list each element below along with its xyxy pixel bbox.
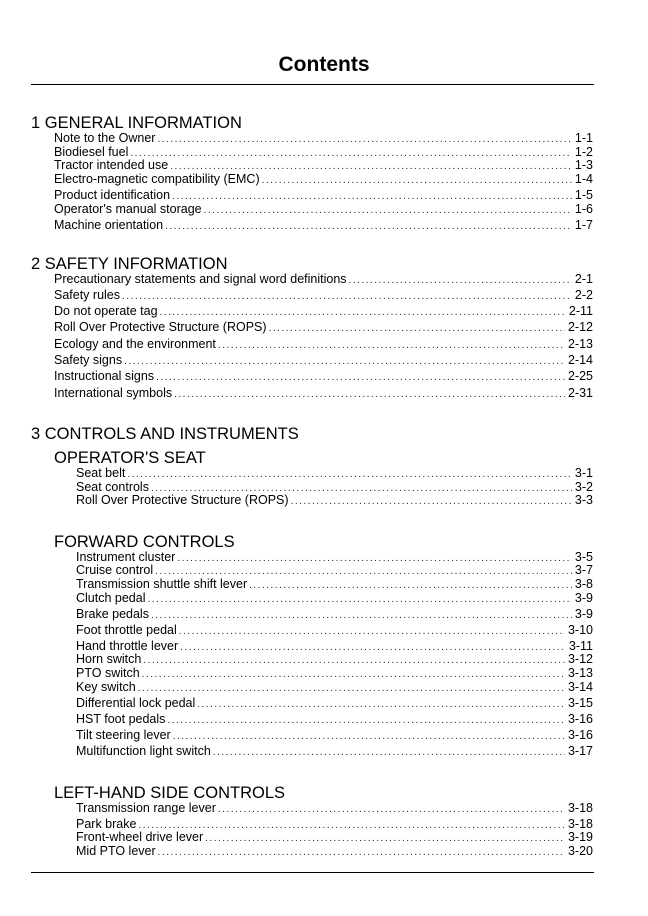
toc-entry-label: Seat belt [76,466,126,480]
section-heading-general-information: 1 GENERAL INFORMATION [31,114,242,132]
toc-entry-page: 3-19 [567,830,593,844]
toc-entry[interactable] [76,591,593,607]
toc-entry-label: Roll Over Protective Structure (ROPS) [76,493,289,507]
toc-entry-page: 3-3 [574,493,593,507]
toc-entry-page: 1-4 [574,172,593,186]
dot-leader [160,305,566,320]
toc-entry[interactable] [54,172,593,188]
toc-entry-page: 2-14 [567,353,593,367]
toc-entry-label: Seat controls [76,480,149,494]
toc-entry-page: 3-17 [567,744,593,758]
toc-entry[interactable] [76,680,593,696]
toc-entry-label: Instrument cluster [76,550,176,564]
toc-entry-page: 3-1 [574,466,593,480]
toc-entry-label: Clutch pedal [76,591,146,605]
dot-leader [262,173,572,188]
toc-entry-label: Transmission range lever [76,801,216,815]
toc-entry-label: Do not operate tag [54,304,158,318]
toc-entry-page: 2-11 [568,304,593,318]
dot-leader [349,273,572,288]
toc-entry-page: 3-16 [567,728,593,742]
dot-leader [174,387,565,402]
toc-entry-label: Product identification [54,188,171,202]
toc-entry-page: 3-13 [567,666,593,680]
section-heading-controls-and-instruments: 3 CONTROLS AND INSTRUMENTS [31,425,299,443]
toc-entry[interactable] [76,607,593,623]
toc-entry-label: Roll Over Protective Structure (ROPS) [54,320,267,334]
dot-leader [291,494,572,509]
toc-entry[interactable] [76,712,593,728]
toc-entry-page: 1-5 [574,188,593,202]
toc-entry-page: 2-2 [574,288,593,302]
dot-leader [173,729,565,744]
toc-entry[interactable] [76,744,593,760]
toc-entry-page: 3-2 [574,480,593,494]
toc-entry-page: 1-1 [574,131,593,145]
dot-leader [151,608,572,623]
toc-entry-label: Note to the Owner [54,131,156,145]
toc-entry-label: Ecology and the environment [54,337,216,351]
toc-entry-page: 1-6 [574,202,593,216]
dot-leader [197,697,565,712]
toc-entry-label: Safety signs [54,353,123,367]
toc-entry[interactable] [54,386,593,402]
toc-entry-label: Tilt steering lever [76,728,171,742]
toc-entry-page: 1-2 [574,145,593,159]
subsection-heading-operators-seat: OPERATOR'S SEAT [54,449,206,467]
toc-entry-page: 3-12 [567,652,593,666]
toc-entry[interactable] [76,728,593,744]
dot-leader [165,219,572,234]
toc-entry-page: 2-13 [567,337,593,351]
toc-entry-label: Transmission shuttle shift lever [76,577,248,591]
top-divider [31,84,594,85]
toc-entry-label: Multifunction light switch [76,744,211,758]
toc-entry-label: Cruise control [76,563,154,577]
toc-entry-page: 3-9 [574,591,593,605]
toc-entry-page: 2-1 [574,272,593,286]
toc-entry-label: International symbols [54,386,173,400]
toc-entry-label: Precautionary statements and signal word definitions [54,272,347,286]
toc-entry[interactable] [54,218,593,234]
toc-entry-label: Biodiesel fuel [54,145,129,159]
toc-entry-label: Park brake [76,817,137,831]
toc-entry-page: 2-31 [567,386,593,400]
toc-entry[interactable] [54,353,593,369]
toc-entry-label: Mid PTO lever [76,844,156,858]
toc-entry-page: 3-15 [567,696,593,710]
section-heading-safety-information: 2 SAFETY INFORMATION [31,255,228,273]
toc-entry-label: Foot throttle pedal [76,623,177,637]
toc-entry-page: 3-10 [567,623,593,637]
toc-entry-page: 1-3 [574,158,593,172]
dot-leader [156,370,565,385]
toc-entry-page: 3-16 [567,712,593,726]
subsection-heading-left-hand-side-controls: LEFT-HAND SIDE CONTROLS [54,784,286,802]
toc-entry-label: Brake pedals [76,607,149,621]
toc-entry[interactable] [76,623,593,639]
page-title: Contents [278,53,370,76]
toc-entry[interactable] [76,696,593,712]
toc-entry-page: 3-9 [574,607,593,621]
toc-entry-label: Differential lock pedal [76,696,196,710]
subsection-heading-forward-controls: FORWARD CONTROLS [54,533,235,551]
toc-entry-label: Front-wheel drive lever [76,830,204,844]
toc-entry-label: HST foot pedals [76,712,166,726]
toc-entry[interactable] [54,304,593,320]
toc-entry-label: Key switch [76,680,136,694]
toc-entry-label: Electro-magnetic compatibility (EMC) [54,172,260,186]
dot-leader [204,203,572,218]
toc-entry-label: Safety rules [54,288,121,302]
dot-leader [167,713,565,728]
dot-leader [122,289,572,304]
dot-leader [218,338,565,353]
toc-entry-label: PTO switch [76,666,140,680]
dot-leader [179,624,565,639]
dot-leader [158,845,565,860]
toc-entry-page: 3-14 [567,680,593,694]
bottom-divider [31,872,594,873]
toc-entry-label: Hand throttle lever [76,639,179,653]
toc-entry[interactable] [54,288,593,304]
toc-entry-page: 3-11 [568,639,593,653]
toc-entry-page: 3-7 [574,563,593,577]
toc-entry[interactable] [76,493,593,509]
toc-entry-page: 3-18 [567,801,593,815]
dot-leader [148,592,572,607]
toc-entry[interactable] [54,202,593,218]
toc-entry-label: Horn switch [76,652,142,666]
dot-leader [138,681,565,696]
toc-entry[interactable] [76,801,593,817]
toc-entry[interactable] [54,272,593,288]
toc-entry-label: Machine orientation [54,218,164,232]
toc-entry[interactable] [76,844,593,860]
toc-entry-label: Tractor intended use [54,158,169,172]
toc-entry-label: Instructional signs [54,369,155,383]
toc-entry[interactable] [54,369,593,385]
toc-entry[interactable] [54,337,593,353]
dot-leader [124,354,565,369]
toc-entry-page: 1-7 [574,218,593,232]
toc-entry-page: 3-8 [574,577,593,591]
toc-entry[interactable] [54,320,593,336]
dot-leader [269,321,565,336]
toc-entry-label: Operator's manual storage [54,202,202,216]
toc-entry-page: 2-12 [567,320,593,334]
dot-leader [218,802,565,817]
toc-entry-page: 3-20 [567,844,593,858]
dot-leader [213,745,565,760]
toc-entry-page: 3-18 [567,817,593,831]
toc-entry-page: 3-5 [574,550,593,564]
toc-entry-page: 2-25 [567,369,593,383]
